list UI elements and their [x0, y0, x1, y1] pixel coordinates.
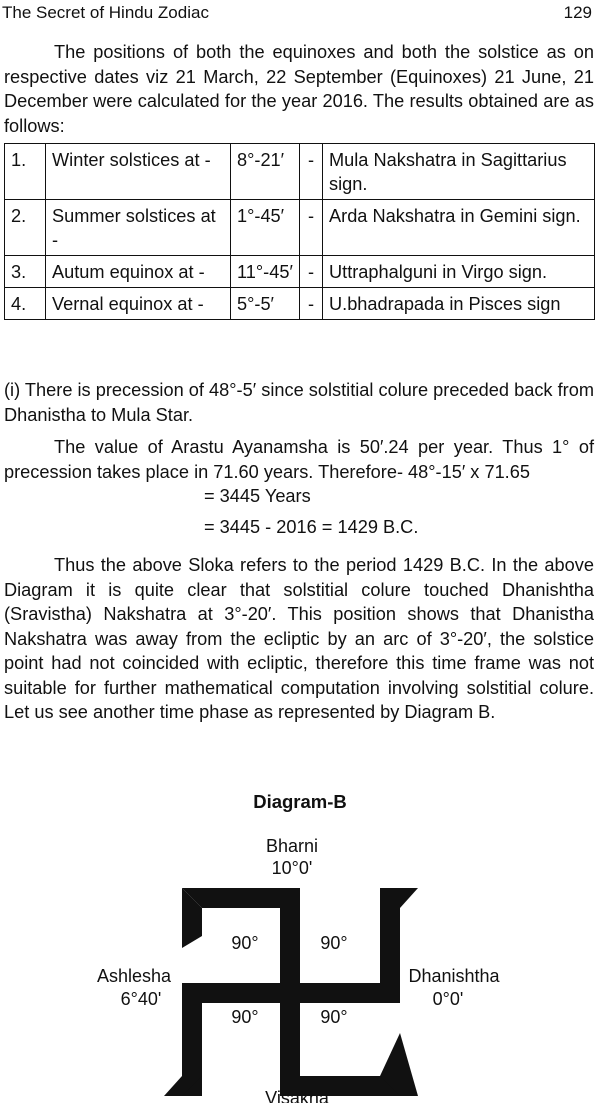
- row-degree: 5°-5′: [231, 288, 300, 320]
- row-degree: 8°-21′: [231, 144, 300, 200]
- row-label: Winter solstices at -: [46, 144, 231, 200]
- row-dash: -: [300, 288, 323, 320]
- precession-note: (i) There is precession of 48°-5′ since solstitial colure preceded back from Dhanistha to Mula Star.: [4, 380, 594, 425]
- row-dash: -: [300, 200, 323, 256]
- equation-bc: = 3445 - 2016 = 1429 B.C.: [204, 517, 419, 537]
- quadrant-top-left-angle: 90°: [231, 933, 259, 953]
- solstice-equinox-table: [4, 143, 595, 320]
- row-label: Summer solstices at -: [46, 200, 231, 256]
- row-degree: 1°-45′: [231, 200, 300, 256]
- table-row: [5, 200, 595, 256]
- top-arm: [182, 888, 300, 908]
- table-row: [5, 144, 595, 200]
- page-number: 129: [563, 3, 592, 22]
- row-number: 1.: [5, 144, 46, 200]
- table-row: [5, 288, 595, 320]
- row-number: 4.: [5, 288, 46, 320]
- left-nakshatra-name: Ashlesha: [96, 966, 172, 986]
- row-description: Mula Nakshatra in Sagittarius sign.: [323, 144, 595, 200]
- left-nakshatra-value: 6°40': [120, 989, 162, 1009]
- equation-years: = 3445 Years: [204, 486, 311, 506]
- row-description: U.bhadrapada in Pisces sign: [323, 288, 595, 320]
- row-dash: -: [300, 144, 323, 200]
- page-header: [2, 3, 592, 25]
- right-nakshatra-value: 0°0': [432, 989, 464, 1009]
- sloka-paragraph: Thus the above Sloka refers to the period 1429 B.C. In the above Diagram it is quite clear that solstitial colure touched Dhanishtha (Sravistha) Nakshatra at 3°-20′. This position shows that Dhanistha Nakshatra was away from the ecliptic by an arc of 3°-20′, the solstice point had not coincided with ecliptic, therefore this time frame was not suitable for further mathematical computation involving solstitial colure. Let us see another time phase as represented by Diagram B.: [4, 555, 594, 722]
- top-nakshatra-value: 10°0': [271, 858, 313, 878]
- row-description: Arda Nakshatra in Gemini sign.: [323, 200, 595, 256]
- swastika-diagram: [0, 820, 600, 1103]
- row-number: 3.: [5, 256, 46, 288]
- table-row: [5, 256, 595, 288]
- diagram-title: Diagram-B: [253, 791, 347, 812]
- quadrant-top-right-angle: 90°: [320, 933, 348, 953]
- horizontal-bar: [182, 983, 400, 1003]
- swastika-figure: [164, 888, 418, 1096]
- right-nakshatra-name: Dhanishtha: [408, 966, 500, 986]
- quadrant-bottom-left-angle: 90°: [231, 1007, 259, 1027]
- row-dash: -: [300, 256, 323, 288]
- bottom-nakshatra-name: Visakha: [265, 1088, 329, 1103]
- row-number: 2.: [5, 200, 46, 256]
- row-degree: 11°-45′: [231, 256, 300, 288]
- quadrant-bottom-right-angle: 90°: [320, 1007, 348, 1027]
- running-title: The Secret of Hindu Zodiac: [2, 3, 209, 22]
- row-description: Uttraphalguni in Virgo sign.: [323, 256, 595, 288]
- row-label: Vernal equinox at -: [46, 288, 231, 320]
- top-nakshatra-name: Bharni: [265, 836, 319, 856]
- right-arm-hook: [380, 888, 418, 908]
- intro-paragraph: The positions of both the equinoxes and both the solstice as on respective dates viz 21 March, 22 September (Equinoxes) 21 June, 21 December were calculated for the year 2016. The results obtained are as follows:: [4, 42, 594, 136]
- ayanamsha-paragraph: The value of Arastu Ayanamsha is 50′.24 per year. Thus 1° of precession takes place in 71.60 years. Therefore- 48°-15′ x 71.65: [4, 437, 594, 482]
- row-label: Autum equinox at -: [46, 256, 231, 288]
